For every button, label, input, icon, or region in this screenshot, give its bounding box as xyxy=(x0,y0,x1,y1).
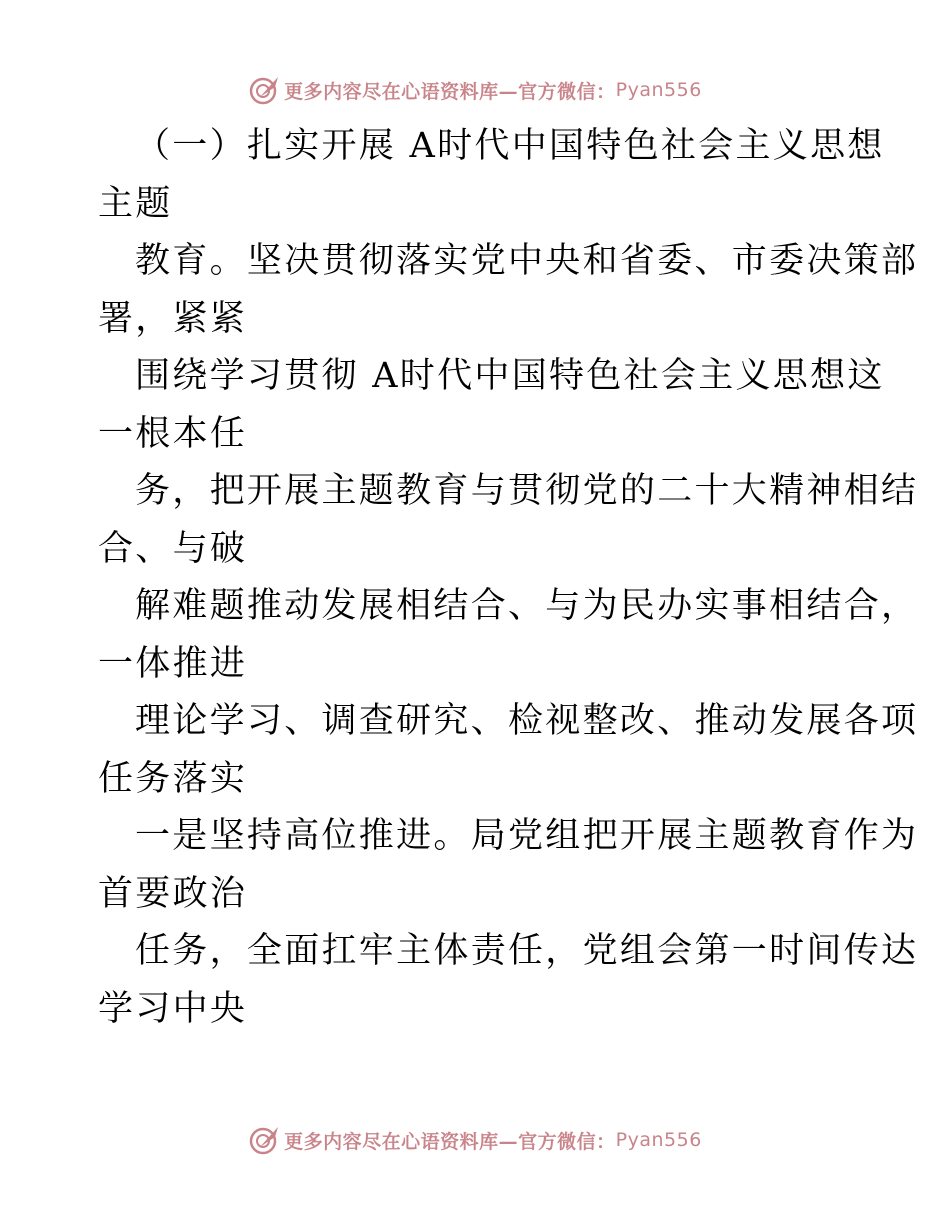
footer-wechat-id: Pyan556 xyxy=(615,1129,702,1151)
header-watermark-banner xyxy=(0,70,950,110)
paragraph-line: 围绕学习贯彻 A时代中国特色社会主义思想这 xyxy=(135,356,885,396)
footer-watermark-text: 更多内容尽在心语资料库—官方微信： xyxy=(284,1130,616,1153)
paragraph-line: （一）扎实开展 A时代中国特色社会主义思想 xyxy=(135,126,885,166)
quill-logo-icon xyxy=(248,73,282,107)
paragraph-line: 一根本任 xyxy=(98,413,248,454)
paragraph xyxy=(98,233,919,348)
paragraph-line: 一是坚持高位推进。局党组把开展主题教育作为 xyxy=(135,816,919,856)
paragraph xyxy=(98,118,885,233)
paragraph-line: 主题 xyxy=(98,183,173,224)
paragraph-line: 任务，全面扛牢主体责任，党组会第一时间传达 xyxy=(135,931,919,971)
paragraph xyxy=(98,348,885,463)
paragraph-line: 务，把开展主题教育与贯彻党的二十大精神相结 xyxy=(135,471,919,511)
paragraph-line: 教育。坚决贯彻落实党中央和省委、市委决策部 xyxy=(135,241,919,281)
footer-watermark-banner xyxy=(0,1120,950,1160)
header-watermark-text: 更多内容尽在心语资料库—官方微信： xyxy=(284,80,616,103)
paragraph-line: 任务落实 xyxy=(98,758,248,799)
paragraph xyxy=(98,578,919,693)
paragraph-line: 理论学习、调查研究、检视整改、推动发展各项 xyxy=(135,701,919,741)
paragraph-line: 学习中央 xyxy=(98,988,248,1029)
document-body xyxy=(98,118,919,1038)
paragraph-line: 署，紧紧 xyxy=(98,298,248,339)
paragraph-line: 首要政治 xyxy=(98,873,248,914)
paragraph xyxy=(98,923,919,1038)
paragraph xyxy=(98,463,919,578)
paragraph xyxy=(98,808,919,923)
quill-logo-icon xyxy=(248,1123,282,1157)
paragraph xyxy=(98,693,919,808)
paragraph-line: 解难题推动发展相结合、与为民办实事相结合， xyxy=(135,586,919,626)
paragraph-line: 合、与破 xyxy=(98,528,248,569)
header-wechat-id: Pyan556 xyxy=(615,79,702,101)
paragraph-line: 一体推进 xyxy=(98,643,248,684)
